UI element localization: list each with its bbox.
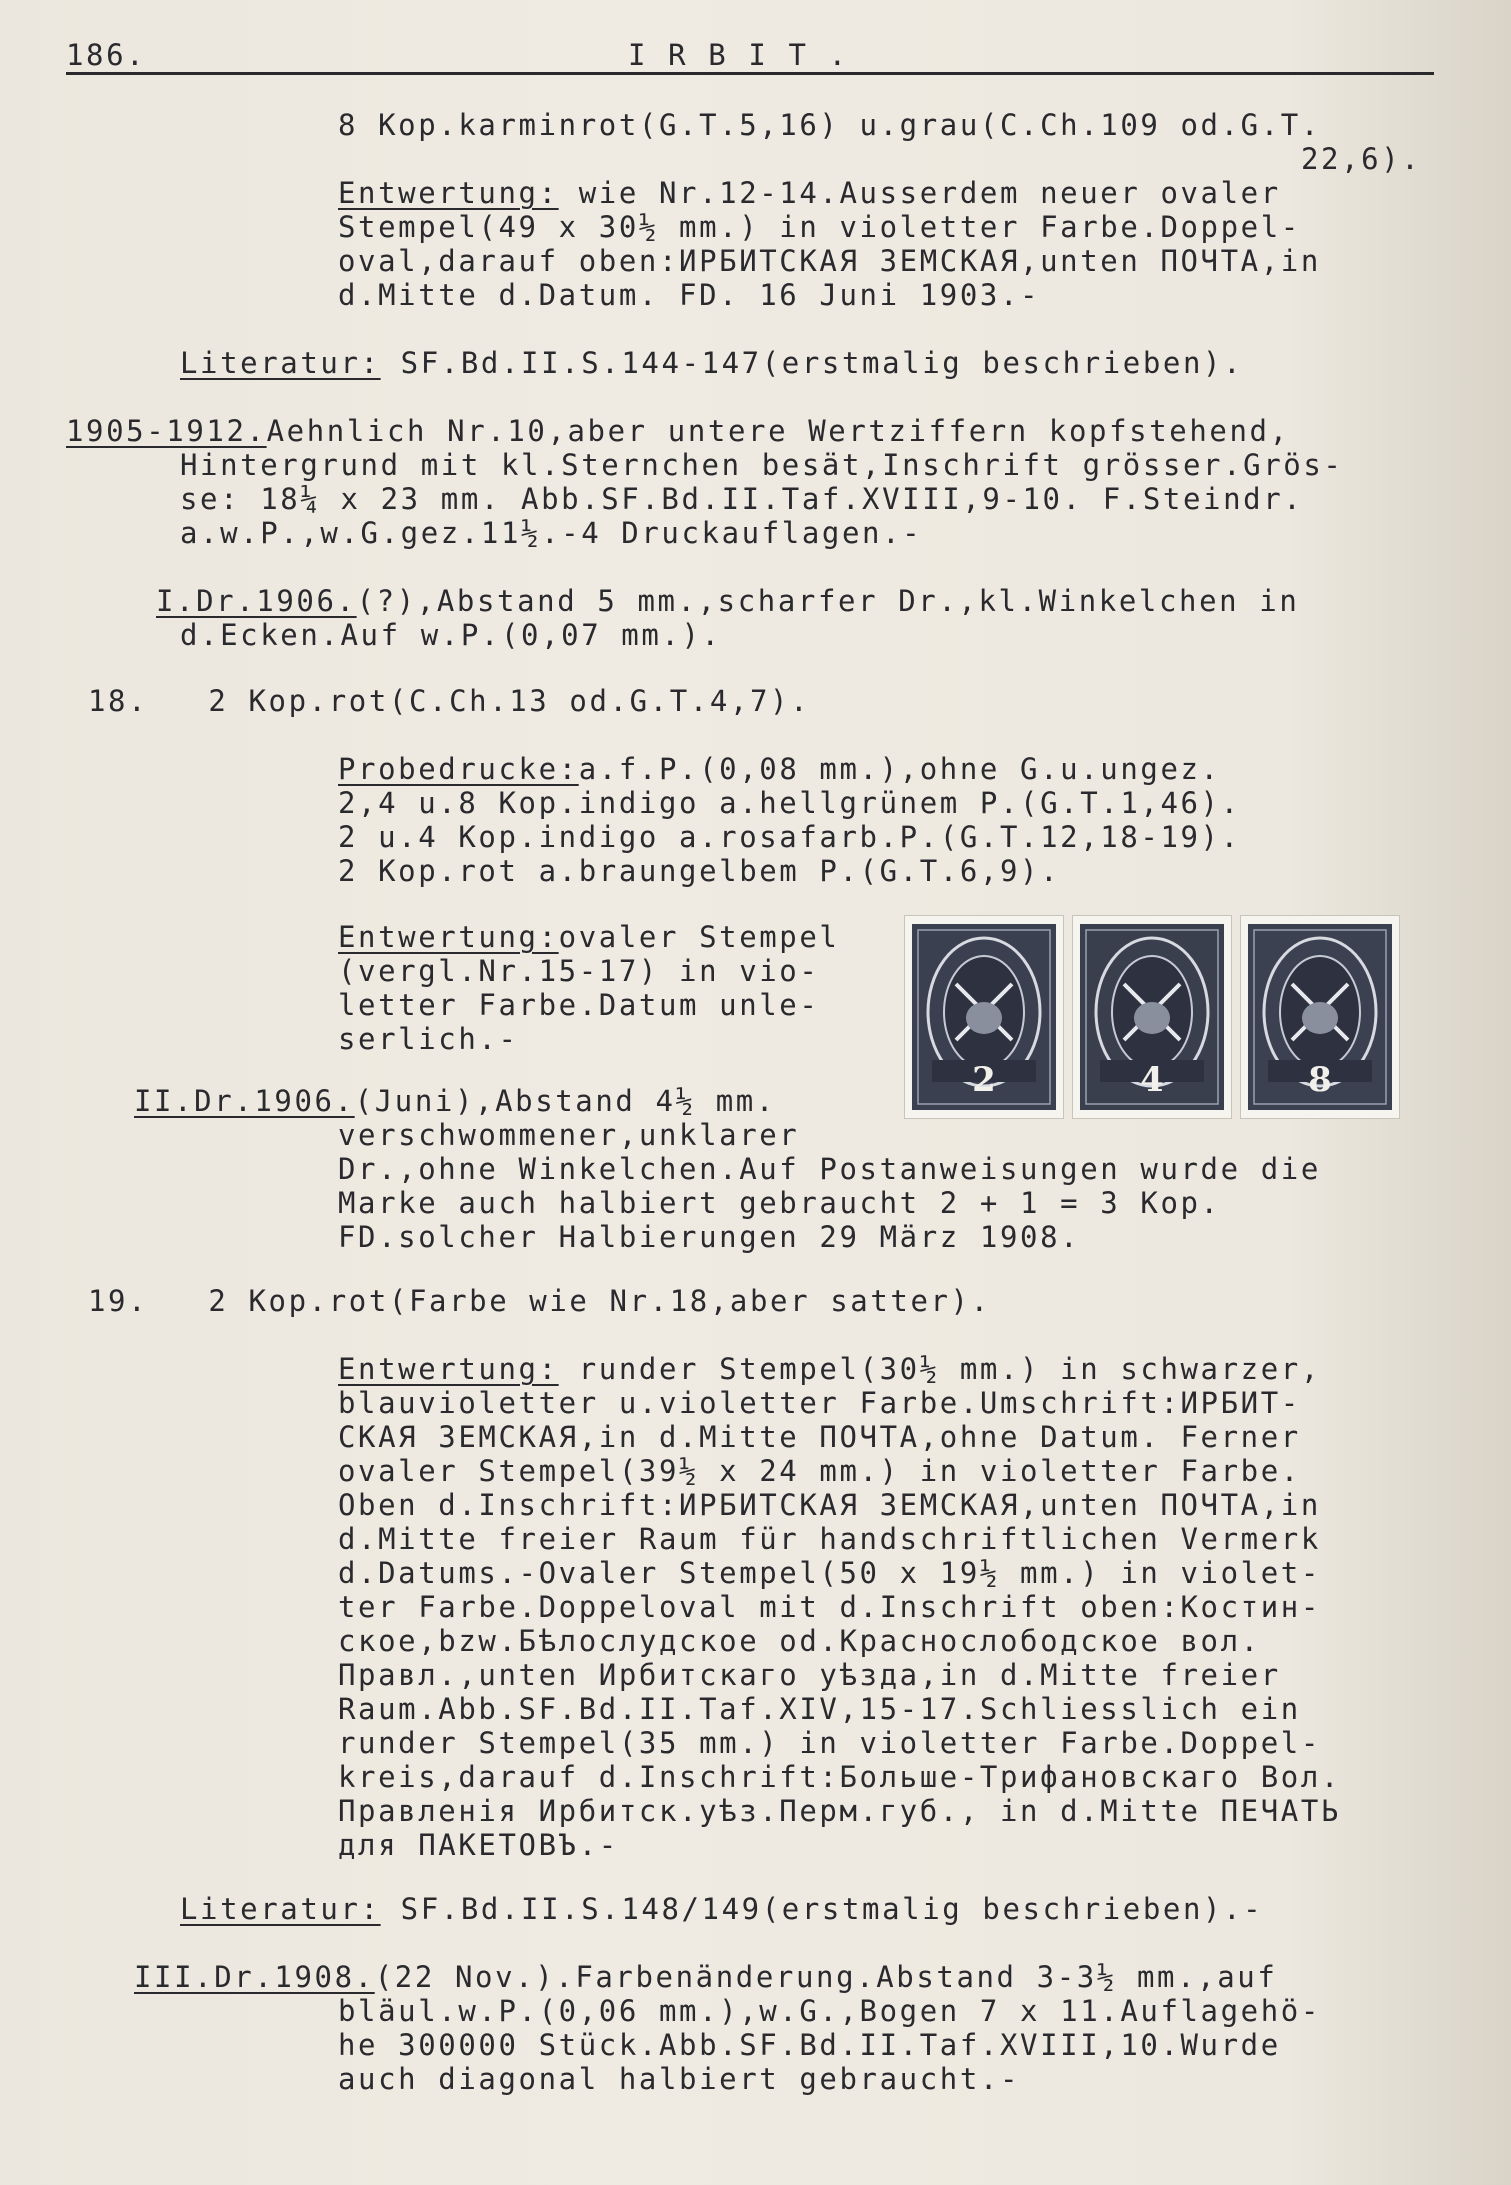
text-line: для ПАКЕТОВЪ.-	[338, 1828, 619, 1862]
text-line: oval,darauf oben:ИРБИТСКАЯ ЗЕМСКАЯ,unten ПОЧТА,in	[338, 244, 1321, 278]
literature-line: Literatur: SF.Bd.II.S.148/149(erstmalig beschrieben).-	[180, 1892, 1264, 1926]
text-line: Oben d.Inschrift:ИРБИТСКАЯ ЗЕМСКАЯ,unten ПОЧТА,in	[338, 1488, 1321, 1522]
section-label: Entwertung:	[338, 1352, 559, 1386]
text-line: bläul.w.P.(0,06 mm.),w.G.,Bogen 7 x 11.Auflagehö-	[338, 1994, 1321, 2028]
text-line: d.Mitte d.Datum. FD. 16 Juni 1903.-	[338, 278, 1041, 312]
text-line: Stempel(49 x 30½ mm.) in violetter Farbe.Doppel-	[338, 210, 1301, 244]
text-line: d.Datums.-Ovaler Stempel(50 x 19½ mm.) in violet-	[338, 1556, 1321, 1590]
text-line: Entwertung:ovaler Stempel	[338, 920, 840, 954]
stamp-value: 4	[1140, 1060, 1164, 1100]
issue-years: 1905-1912.	[66, 414, 267, 448]
stamp-2-kop	[905, 916, 1063, 1118]
issue-heading: 1905-1912.Aehnlich Nr.10,aber untere Wertziffern kopfstehend,	[66, 414, 1290, 448]
text-line: kreis,darauf d.Inschrift:Больше-Трифановскаго Вол.	[338, 1760, 1341, 1794]
text-line: serlich.-	[338, 1022, 519, 1056]
text-line: Hintergrund mit kl.Sternchen besät,Inschrift grösser.Grös-	[180, 448, 1344, 482]
page-number: 186.	[66, 38, 147, 72]
stamp-value: 8	[1308, 1060, 1332, 1100]
printing-label: II.Dr.1906.	[134, 1084, 355, 1118]
text-line: Raum.Abb.SF.Bd.II.Taf.XIV,15-17.Schliesslich ein	[338, 1692, 1301, 1726]
catalog-entry-18: 18. 2 Kop.rot(C.Ch.13 od.G.T.4,7).	[88, 684, 811, 718]
text-line: letter Farbe.Datum unle-	[338, 988, 820, 1022]
text-line: Marke auch halbiert gebraucht 2 + 1 = 3 Kop.	[338, 1186, 1221, 1220]
text-line: ovaler Stempel(39½ x 24 mm.) in violetter Farbe.	[338, 1454, 1301, 1488]
text-line: verschwommener,unklarer	[338, 1118, 800, 1152]
section-label: Entwertung:	[338, 920, 559, 954]
printing-heading: I.Dr.1906.(?),Abstand 5 mm.,scharfer Dr.,kl.Winkelchen in	[156, 584, 1300, 618]
page-title: I R B I T .	[628, 38, 849, 72]
text-line: blauvioletter u.violetter Farbe.Umschrift:ИРБИТ-	[338, 1386, 1301, 1420]
section-label: Probedrucke:	[338, 752, 579, 786]
text-line: (vergl.Nr.15-17) in vio-	[338, 954, 820, 988]
text-line: ское,bzw.Бѣлослудское od.Краснослободское вол.	[338, 1624, 1261, 1658]
text-line: 22,6).	[1301, 142, 1422, 176]
stamp-4-kop	[1073, 916, 1231, 1118]
stamp-8-kop	[1241, 916, 1399, 1118]
printing-heading: II.Dr.1906.(Juni),Abstand 4½ mm.	[134, 1084, 776, 1118]
text-line: he 300000 Stück.Abb.SF.Bd.II.Taf.XVIII,10.Wurde	[338, 2028, 1281, 2062]
text-line: Probedrucke:a.f.P.(0,08 mm.),ohne G.u.ungez.	[338, 752, 1221, 786]
literature-line: Literatur: SF.Bd.II.S.144-147(erstmalig beschrieben).	[180, 346, 1244, 380]
text-line: se: 18¼ x 23 mm. Abb.SF.Bd.II.Taf.XVIII,9-10. F.Steindr.	[180, 482, 1304, 516]
text-line: Правленія Ирбитск.уѣз.Перм.губ., in d.Mitte ПЕЧАТЬ	[338, 1794, 1341, 1828]
header-rule	[66, 72, 1434, 75]
printing-label: III.Dr.1908.	[134, 1960, 375, 1994]
text-line: auch diagonal halbiert gebraucht.-	[338, 2062, 1021, 2096]
text-line: Entwertung: wie Nr.12-14.Ausserdem neuer ovaler	[338, 176, 1281, 210]
printing-label: I.Dr.1906.	[156, 584, 357, 618]
section-label: Literatur:	[180, 346, 381, 380]
section-label: Literatur:	[180, 1892, 381, 1926]
text-line: 2 u.4 Kop.indigo a.rosafarb.P.(G.T.12,18-19).	[338, 820, 1241, 854]
text-line: СКАЯ ЗЕМСКАЯ,in d.Mitte ПОЧТА,ohne Datum. Ferner	[338, 1420, 1301, 1454]
catalog-entry-19: 19. 2 Kop.rot(Farbe wie Nr.18,aber satter).	[88, 1284, 991, 1318]
text-line: 2,4 u.8 Kop.indigo a.hellgrünem P.(G.T.1,46).	[338, 786, 1241, 820]
stamp-images	[905, 916, 1405, 1121]
text-line: FD.solcher Halbierungen 29 März 1908.	[338, 1220, 1081, 1254]
text-line: 2 Kop.rot a.braungelbem P.(G.T.6,9).	[338, 854, 1061, 888]
text-line: d.Ecken.Auf w.P.(0,07 mm.).	[180, 618, 722, 652]
text-line: a.w.P.,w.G.gez.11½.-4 Druckauflagen.-	[180, 516, 923, 550]
text-line: 8 Kop.karminrot(G.T.5,16) u.grau(C.Ch.109 od.G.T.	[338, 108, 1321, 142]
stamp-value: 2	[972, 1060, 996, 1100]
printing-heading: III.Dr.1908.(22 Nov.).Farbenänderung.Abstand 3-3½ mm.,auf	[134, 1960, 1278, 1994]
text-line: ter Farbe.Doppeloval mit d.Inschrift oben:Костин-	[338, 1590, 1321, 1624]
section-label: Entwertung:	[338, 176, 559, 210]
text-line: Dr.,ohne Winkelchen.Auf Postanweisungen wurde die	[338, 1152, 1321, 1186]
text-line: runder Stempel(35 mm.) in violetter Farbe.Doppel-	[338, 1726, 1321, 1760]
text-line: d.Mitte freier Raum für handschriftlichen Vermerk	[338, 1522, 1321, 1556]
text-line: Правл.,unten Ирбитскаго уѣзда,in d.Mitte freier	[338, 1658, 1281, 1692]
text-line: Entwertung: runder Stempel(30½ mm.) in schwarzer,	[338, 1352, 1321, 1386]
